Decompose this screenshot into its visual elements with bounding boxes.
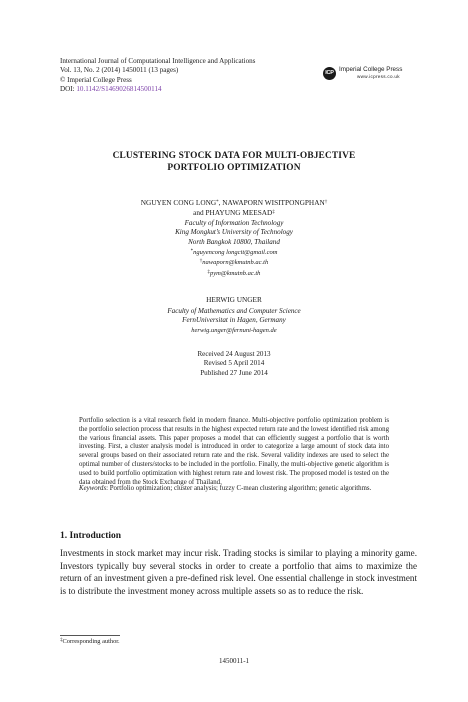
abstract [79,417,389,487]
affiliation-1-faculty: Faculty of Information Technology [184,219,284,227]
revised-date: Revised 5 April 2014 [203,359,265,368]
email-1[interactable]: nguyencong longcit@gmail.com [193,249,278,257]
keywords-label: Keywords [79,485,107,492]
doi-label: DOI: [60,85,77,94]
journal-volume: Vol. 13, No. 2 (2014) 1450011 (13 pages) [60,66,179,75]
doi-link[interactable]: 10.1142/S1469026814500114 [76,85,162,94]
keywords [79,485,389,494]
email-1-mark: * [190,248,194,254]
footnote-divider [60,635,120,636]
journal-publisher: © Imperial College Press [60,75,132,84]
section-body: Investments in stock market may incur risk. Trading stocks is similar to playing a minority game. Investors typically buy several stocks in order to create a portfolio that aims to maximize the return of an investment given a pre-defined risk level. One essential challenge in stock investment is to distribute the investment money across multiple assets so as to reduce the risk. [60,548,417,596]
email-3-mark: ‡ [207,269,211,275]
email-4[interactable]: herwig.unger@fernuni-hagen.de [191,326,277,334]
paper-title [0,150,468,174]
author-3: and PHAYUNG MEESAD [193,207,273,217]
received-date: Received 24 August 2013 [197,350,271,358]
author-2: , NAWAPORN WISITPONGPHAN [218,198,325,208]
affiliation-1 [0,219,468,278]
icp-logo-icon: ICP [323,67,336,80]
publisher-logo [323,66,402,80]
footnote-mark: ‡ [60,638,63,643]
author-3-mark: ‡ [272,209,275,215]
author-1-mark: * [216,200,219,205]
title-line1: CLUSTERING STOCK DATA FOR MULTI-OBJECTIVE [112,151,356,161]
author-4: HERWIG UNGER [206,295,262,304]
footnote [60,638,120,645]
publication-dates [0,350,468,378]
author-list [0,198,468,217]
abstract-text: Portfolio selection is a vital research field in modern finance. Multi-objective portfolio optimization problem is the portfolio selection process that results in the highest expected return rate and the lowest identified risk among the various financial assets. This paper proposes a model that can efficiently suggest a portfolio that is worth investing. First, a cluster analysis model is introduced in order to categorize a large amount of stock data into several groups based on their associated return rate and the risk. Several validity indexes are used to select the optimal number of clusters/stocks to be included in the portfolio. Finally, the multi-objective genetic algorithm is used to build portfolio optimization with highest return rate and lowest risk. The proposed model is tested on the data obtained from the Stock Exchange of Thailand. [79,417,389,486]
logo-line1: Imperial College Press [339,66,403,73]
email-3[interactable]: pym@kmutnb.ac.th [210,270,261,278]
email-2[interactable]: nawaporn@kmutnb.ac.th [202,259,269,267]
journal-header [60,57,255,95]
section-heading: 1. Introduction [60,531,122,541]
author-2-mark: † [324,200,328,205]
author-1: NGUYEN CONG LONG [140,198,217,208]
logo-line2: www.icpress.co.uk [357,74,400,79]
keywords-text: : Portfolio optimization; cluster analysis; fuzzy C-mean clustering algorithm; genetic algorithms. [106,485,372,492]
email-2-mark: † [199,259,203,265]
page-number: 1450011-1 [218,657,250,665]
title-line2: PORTFOLIO OPTIMIZATION [167,163,301,173]
affiliation-1-university: King Mongkut’s University of Technology [175,228,293,237]
affiliation-2 [0,307,468,335]
journal-name: International Journal of Computational Intelligence and Applications [60,57,256,65]
journal-doi-line [60,85,255,94]
affiliation-2-faculty: Faculty of Mathematics and Computer Science [167,307,301,315]
affiliation-2-university: FernUniversitat in Hagen, Germany [182,316,286,325]
footnote-text: Corresponding author. [62,638,120,646]
published-date: Published 27 June 2014 [200,368,268,377]
affiliation-1-city: North Bangkok 10800, Thailand [188,237,280,246]
